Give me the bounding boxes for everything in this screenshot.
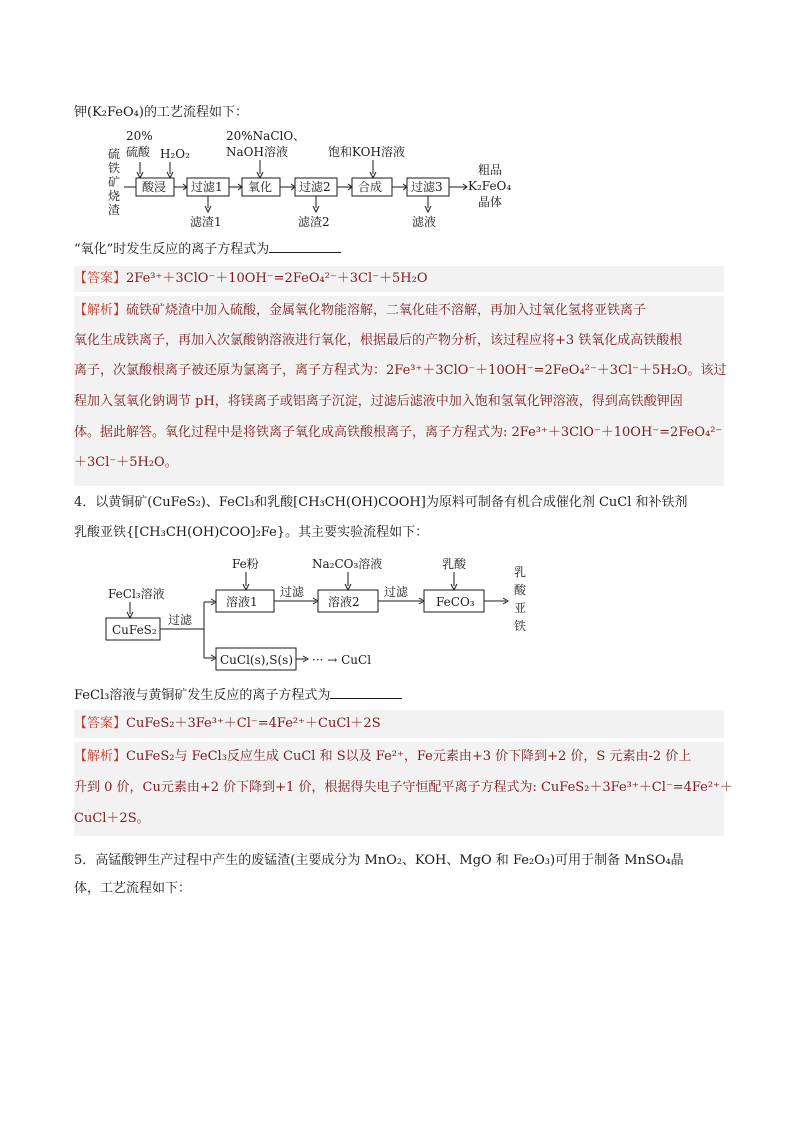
flow1-raw-3: 矿 <box>108 175 121 189</box>
answer-4-tag: 【答案】 <box>74 716 127 731</box>
flow1-step-3: 氧化 <box>248 180 273 194</box>
q3-question <box>74 240 341 259</box>
flow1-step-2: 过滤1 <box>191 180 223 194</box>
explanation-3-line-3: 离子，次氯酸根离子被还原为氯离子，离子方程式为：2Fe³⁺＋3ClO⁻＋10OH⁻=2FeO₄²⁻＋3Cl⁻＋5H₂O。该过 <box>74 363 727 378</box>
answer-3-tag: 【答案】 <box>74 271 127 286</box>
answer-4-text: CuFeS₂＋3Fe³⁺＋Cl⁻=4Fe²⁺＋CuCl＋2S <box>126 716 381 731</box>
flow1-raw-5: 渣 <box>108 203 121 217</box>
flow1-product-2: K₂FeO₄ <box>468 179 512 193</box>
flow2-add-2: Na₂CO₃溶液 <box>312 557 383 571</box>
explanation-3-line-6: ＋3Cl⁻＋5H₂O。 <box>74 455 178 470</box>
flow2-filter-1: 过滤 <box>168 613 193 627</box>
flow1-step-5: 合成 <box>358 180 383 194</box>
flow2-start: CuFeS₂ <box>112 623 157 637</box>
explanation-4-tag: 【解析】 <box>74 749 127 764</box>
flow2-product-2: 酸 <box>514 583 527 597</box>
flow2-product-1: 乳 <box>514 565 527 579</box>
flow1-raw-4: 烧 <box>108 189 121 203</box>
q4-question-text: FeCl₃溶液与黄铜矿发生反应的离子方程式为 <box>74 688 331 703</box>
q3-question-text: “氧化”时发生反应的离子方程式为 <box>74 242 270 257</box>
flow2-add-1: Fe粉 <box>232 557 259 571</box>
flow1-step-1: 酸浸 <box>142 180 167 194</box>
flow2-feed: FeCl₃溶液 <box>108 587 165 601</box>
flow2-tail: ··· → CuCl <box>312 653 372 667</box>
q5-line-2: 体，工艺流程如下： <box>74 881 192 896</box>
intro-line: 钾(K₂FeO₄)的工艺流程如下： <box>74 105 248 120</box>
q4-question <box>74 686 402 705</box>
flow-diagram-1 <box>100 126 530 232</box>
flow1-product-1: 粗品 <box>478 163 503 177</box>
q4-line-1: 4．以黄铜矿(CuFeS₂)、FeCl₃和乳酸[CH₃CH(OH)COOH]为原料可制备有机合成催化剂 CuCl 和补铁剂 <box>74 495 688 510</box>
flow-diagram-2 <box>100 554 540 674</box>
explanation-3 <box>74 296 727 486</box>
flow1-input-naclo-2: NaOH溶液 <box>226 145 288 159</box>
flow1-input-naclo-1: 20%NaClO、 <box>226 129 306 143</box>
q4-line-2: 乳酸亚铁{[CH₃CH(OH)COO]₂Fe}。其主要实验流程如下： <box>74 525 429 540</box>
flow2-product-3: 亚 <box>514 601 527 615</box>
flow2-filter-2: 过滤 <box>280 585 305 599</box>
flow1-input-acid-1: 20% <box>126 129 153 143</box>
explanation-3-line-1: 硫铁矿烧渣中加入硫酸，金属氧化物能溶解，二氧化硅不溶解，再加入过氧化氢将亚铁离子 <box>126 303 647 318</box>
flow2-box-3: FeCO₃ <box>436 595 475 609</box>
flow1-raw-1: 硫 <box>108 147 121 161</box>
flow1-input-koh: 饱和KOH溶液 <box>328 145 405 159</box>
explanation-3-line-4: 程加入氢氧化钠调节 pH，将镁离子或铝离子沉淀，过滤后滤液中加入饱和氢氧化钾溶液，得到高铁酸钾固 <box>74 394 683 409</box>
q5-line-1: 5．高锰酸钾生产过程中产生的废锰渣(主要成分为 MnO₂、KOH、MgO 和 Fe₂O₃)可用于制备 MnSO₄晶 <box>74 853 684 868</box>
flow1-input-acid-2: 硫酸 <box>126 145 151 159</box>
flow1-raw-2: 铁 <box>108 161 121 175</box>
flow1-product-3: 晶体 <box>478 195 503 209</box>
flow2-add-3: 乳酸 <box>442 557 467 571</box>
q4-answer-blank <box>330 686 402 699</box>
flow2-product-4: 铁 <box>514 619 527 633</box>
explanation-4 <box>74 742 733 836</box>
explanation-3-line-2: 氧化生成铁离子，再加入次氯酸钠溶液进行氧化，根据最后的产物分析，该过程应将+3 铁氧化成高铁酸根 <box>74 333 683 348</box>
answer-3-text: 2Fe³⁺＋3ClO⁻＋10OH⁻=2FeO₄²⁻＋3Cl⁻＋5H₂O <box>126 271 428 286</box>
flow1-step-6: 过滤3 <box>411 180 443 194</box>
q3-answer-blank <box>269 240 341 253</box>
explanation-3-tag: 【解析】 <box>74 303 127 318</box>
explanation-4-line-1: CuFeS₂与 FeCl₃反应生成 CuCl 和 S以及 Fe²⁺，Fe元素由+3 价下降到+2 价，S 元素由-2 价上 <box>126 749 692 764</box>
explanation-4-line-2: 升到 0 价，Cu元素由+2 价下降到+1 价，根据得失电子守恒配平离子方程式为: CuFeS₂＋3Fe³⁺＋Cl⁻=4Fe²⁺＋ <box>74 780 733 795</box>
explanation-3-line-5: 体。据此解答。氧化过程中是将铁离子氧化成高铁酸根离子，离子方程式为: 2Fe³⁺＋3ClO⁻＋10OH⁻=2FeO₄²⁻ <box>74 425 723 440</box>
flow2-box-2: 溶液2 <box>328 595 360 609</box>
answer-3 <box>74 266 724 292</box>
flow1-out-2: 滤渣2 <box>298 215 330 229</box>
flow2-filter-3: 过滤 <box>384 585 409 599</box>
flow2-box-1: 溶液1 <box>226 595 258 609</box>
flow2-box-4: CuCl(s),S(s) <box>220 653 294 667</box>
answer-4 <box>74 710 724 738</box>
flow1-out-1: 滤渣1 <box>190 215 222 229</box>
explanation-4-line-3: CuCl＋2S。 <box>74 811 150 826</box>
flow1-out-3: 滤液 <box>412 215 437 229</box>
flow1-step-4: 过滤2 <box>299 180 331 194</box>
flow1-input-h2o2: H₂O₂ <box>160 147 190 161</box>
